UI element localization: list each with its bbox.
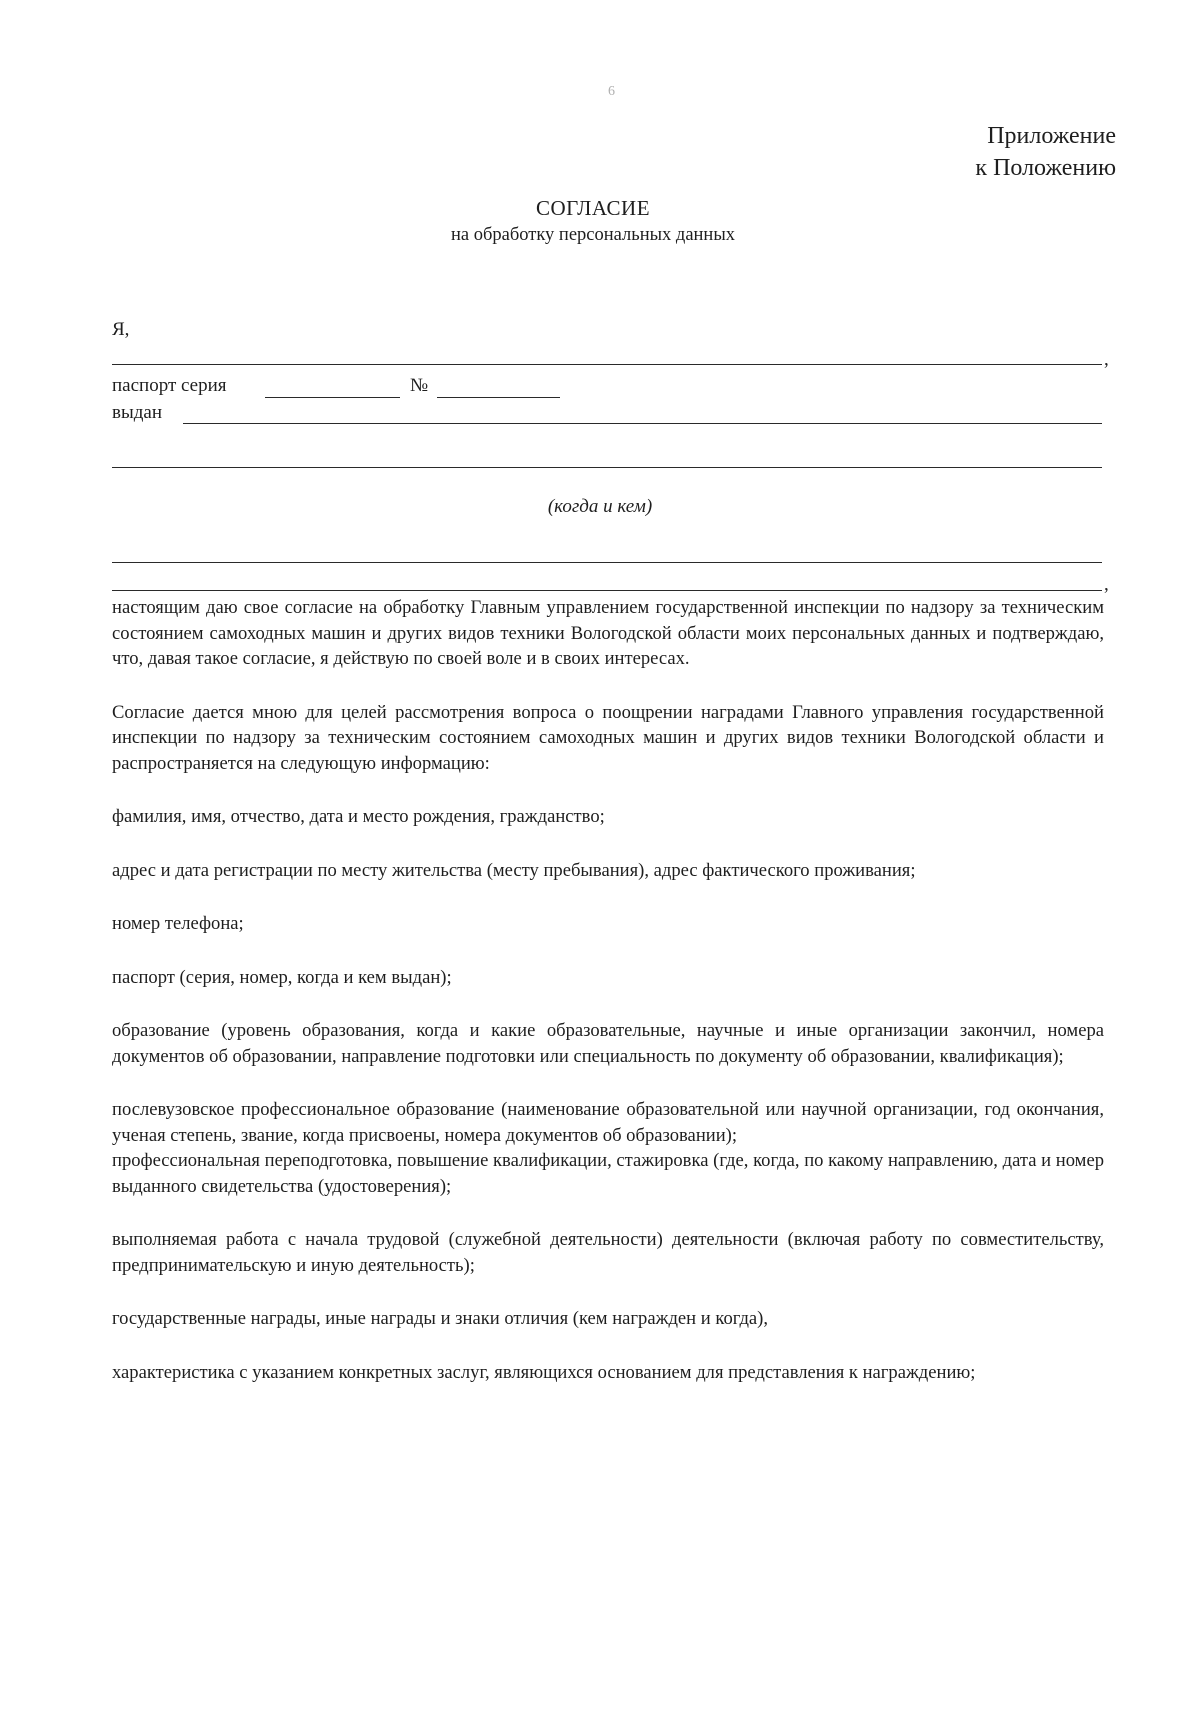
info-item: профессиональная переподготовка, повышение квалификации, стажировка (где, когда, по какому направлению, дата и номер выданного свидетельства (удостоверения); xyxy=(112,1150,1104,1197)
page-number: 6 xyxy=(608,84,615,99)
full-name-comma: , xyxy=(1104,349,1109,370)
appendix-header xyxy=(975,120,1116,184)
info-item: адрес и дата регистрации по месту жительства (месту пребывания), адрес фактического проживания; xyxy=(112,859,916,881)
issued-line-4 xyxy=(112,590,1102,591)
info-item: характеристика с указанием конкретных заслуг, являющихся основанием для представления к награждению; xyxy=(112,1361,976,1383)
info-item: государственные награды, иные награды и знаки отличия (кем награжден и когда), xyxy=(112,1308,769,1329)
consent-purpose: Согласие дается мною для целей рассмотрения вопроса о поощрении наградами Главного управления государственной инспекции по надзору за техническим состоянием самоходных машин и других видов техники Вологодской области и распространяется на следующую информацию: xyxy=(112,701,1104,774)
consent-body xyxy=(112,595,1104,1413)
issued-line-1 xyxy=(183,423,1102,424)
issued-caption: (когда и кем) xyxy=(547,496,653,517)
info-item: номер телефона; xyxy=(112,913,244,934)
appendix-line-1: Приложение xyxy=(987,123,1116,149)
document-title: СОГЛАСИЕ xyxy=(535,196,651,220)
full-name-line xyxy=(112,364,1102,365)
appendix-line-2: к Положению xyxy=(975,155,1116,181)
title-block xyxy=(0,194,1200,248)
passport-number-label: № xyxy=(410,375,429,396)
passport-number-line xyxy=(437,397,560,398)
issued-comma: , xyxy=(1104,574,1109,595)
issued-line-2 xyxy=(112,467,1102,468)
consent-statement: настоящим даю свое согласие на обработку Главным управлением государственной инспекции по надзору за техническим состоянием самоходных машин и других видов техники Вологодской области моих персональных данных и подтверждаю, что, давая такое согласие, я действую по своей воле и в своих интересах. xyxy=(112,597,1104,669)
info-item: послевузовское профессиональное образование (наименование образовательной или научной организации, год окончания, ученая степень, звание, когда присвоены, номера документов об образовании); xyxy=(112,1099,1104,1146)
issued-label: выдан xyxy=(112,402,163,423)
i-label: Я, xyxy=(112,319,130,340)
info-item: фамилия, имя, отчество, дата и место рождения, гражданство; xyxy=(112,806,605,827)
issued-line-3 xyxy=(112,562,1102,563)
passport-series-label: паспорт серия xyxy=(112,375,227,396)
info-item: паспорт (серия, номер, когда и кем выдан); xyxy=(112,966,452,988)
info-item: образование (уровень образования, когда и какие образовательные, научные и иные организации закончил, номера документов об образовании, направление подготовки или специальность по документу об образовании, квалификация); xyxy=(112,1020,1104,1067)
passport-series-line xyxy=(265,397,400,398)
info-item: выполняемая работа с начала трудовой (служебной деятельности) деятельности (включая работу по совместительству, предпринимательскую и иную деятельность); xyxy=(112,1229,1104,1276)
document-subtitle: на обработку персональных данных xyxy=(450,225,736,245)
